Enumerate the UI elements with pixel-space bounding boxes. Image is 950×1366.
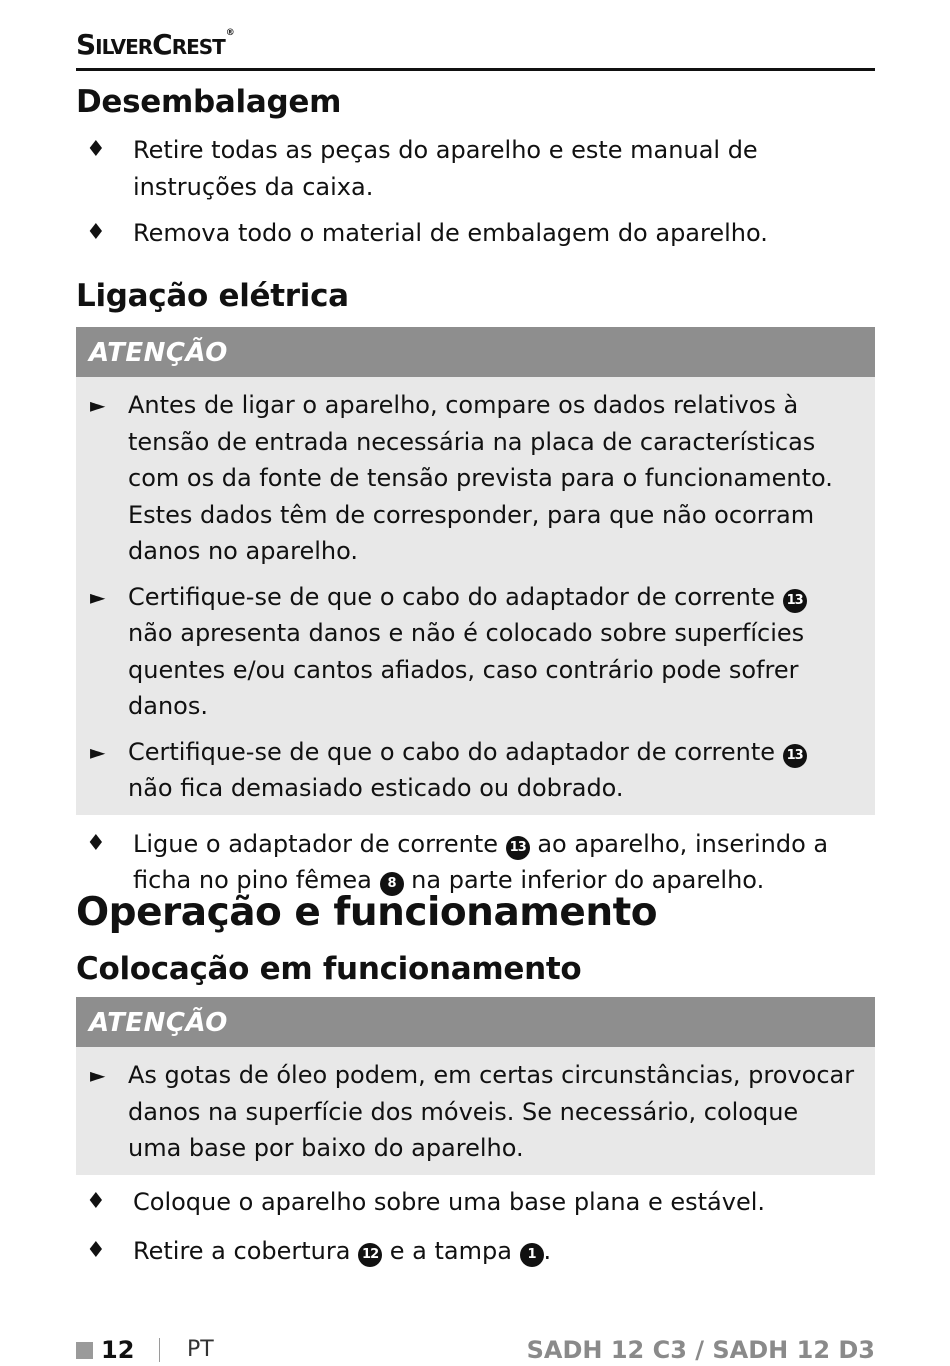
header-rule <box>76 68 875 71</box>
list-item <box>76 1184 875 1221</box>
warning-body <box>76 377 875 815</box>
warning-box <box>76 997 875 1175</box>
language-code: PT <box>187 1337 214 1362</box>
arrow-bullet-icon: ► <box>90 584 106 609</box>
warning-item <box>76 1057 855 1167</box>
list-item <box>76 1233 875 1270</box>
item-text: Certifique-se de que o cabo do adaptador de corrente <box>128 737 775 766</box>
brand-name: SilverCrest <box>76 28 225 61</box>
part-number-badge: 13 <box>783 744 807 768</box>
section-heading: Ligação elétrica <box>76 278 349 314</box>
diamond-bullet-icon: ♦ <box>86 830 106 856</box>
section-heading: Colocação em funcionamento <box>76 951 582 987</box>
footer-divider <box>159 1338 160 1362</box>
page-number: 12 <box>101 1336 135 1364</box>
list-item <box>76 215 875 252</box>
section-heading: Desembalagem <box>76 84 342 120</box>
warning-item <box>76 387 855 570</box>
warning-item <box>76 734 855 807</box>
item-text: não fica demasiado esticado ou dobrado. <box>128 774 624 802</box>
arrow-bullet-icon: ► <box>90 393 106 417</box>
section-unpacking <box>76 82 875 252</box>
item-text: ao aparelho, inserindo a ficha no pino fêmea <box>133 829 829 894</box>
part-number-badge: 8 <box>380 872 404 896</box>
brand-logo <box>76 28 234 61</box>
page-footer <box>76 1336 875 1366</box>
model-number: SADH 12 C3 / SADH 12 D3 <box>526 1336 875 1364</box>
item-text: Retire todas as peças do aparelho e este manual de instruções da caixa. <box>133 136 758 201</box>
diamond-bullet-icon: ♦ <box>86 1238 106 1263</box>
part-number-badge: 12 <box>358 1243 382 1267</box>
diamond-bullet-icon: ♦ <box>86 137 106 162</box>
diamond-bullet-icon: ♦ <box>86 220 106 245</box>
item-text: na parte inferior do aparelho. <box>411 866 765 894</box>
warning-item <box>76 579 855 725</box>
item-text: Antes de ligar o aparelho, compare os dados relativos à tensão de entrada necessária na placa de características com os da fonte de tensão prevista para o funcionamento. Estes dados têm de corresponder, para que não ocorram danos no aparelho. <box>128 391 833 565</box>
diamond-bullet-icon: ♦ <box>86 1188 106 1214</box>
item-text: Coloque o aparelho sobre uma base plana e estável. <box>133 1187 766 1216</box>
part-number-badge: 13 <box>783 589 807 613</box>
chapter-heading: Operação e funcionamento <box>76 890 658 935</box>
item-text: . <box>543 1237 552 1265</box>
item-text: e a tampa <box>389 1237 512 1265</box>
registered-mark: ® <box>225 28 234 38</box>
item-text: Certifique-se de que o cabo do adaptador de corrente <box>128 582 775 611</box>
item-text: As gotas de óleo podem, em certas circunstâncias, provocar danos na superfície dos móveis. Se necessário, coloque uma base por baixo do aparelho. <box>128 1061 855 1162</box>
part-number-badge: 1 <box>520 1243 544 1267</box>
warning-label: ATENÇÃO <box>76 997 875 1047</box>
item-text: Ligue o adaptador de corrente <box>133 829 499 858</box>
arrow-bullet-icon: ► <box>90 1063 106 1087</box>
page-marker-square-icon <box>76 1342 93 1359</box>
item-text: Retire a cobertura <box>133 1237 351 1265</box>
item-text: não apresenta danos e não é colocado sobre superfícies quentes e/ou cantos afiados, caso contrário pode sofrer danos. <box>128 619 805 720</box>
warning-box <box>76 327 875 815</box>
warning-body <box>76 1047 875 1175</box>
section-operation <box>76 888 875 1270</box>
item-text: Remova todo o material de embalagem do aparelho. <box>133 219 768 247</box>
warning-label: ATENÇÃO <box>76 327 875 377</box>
arrow-bullet-icon: ► <box>90 739 106 764</box>
list-item <box>76 132 875 205</box>
section-electrical <box>76 276 875 899</box>
part-number-badge: 13 <box>506 836 530 860</box>
